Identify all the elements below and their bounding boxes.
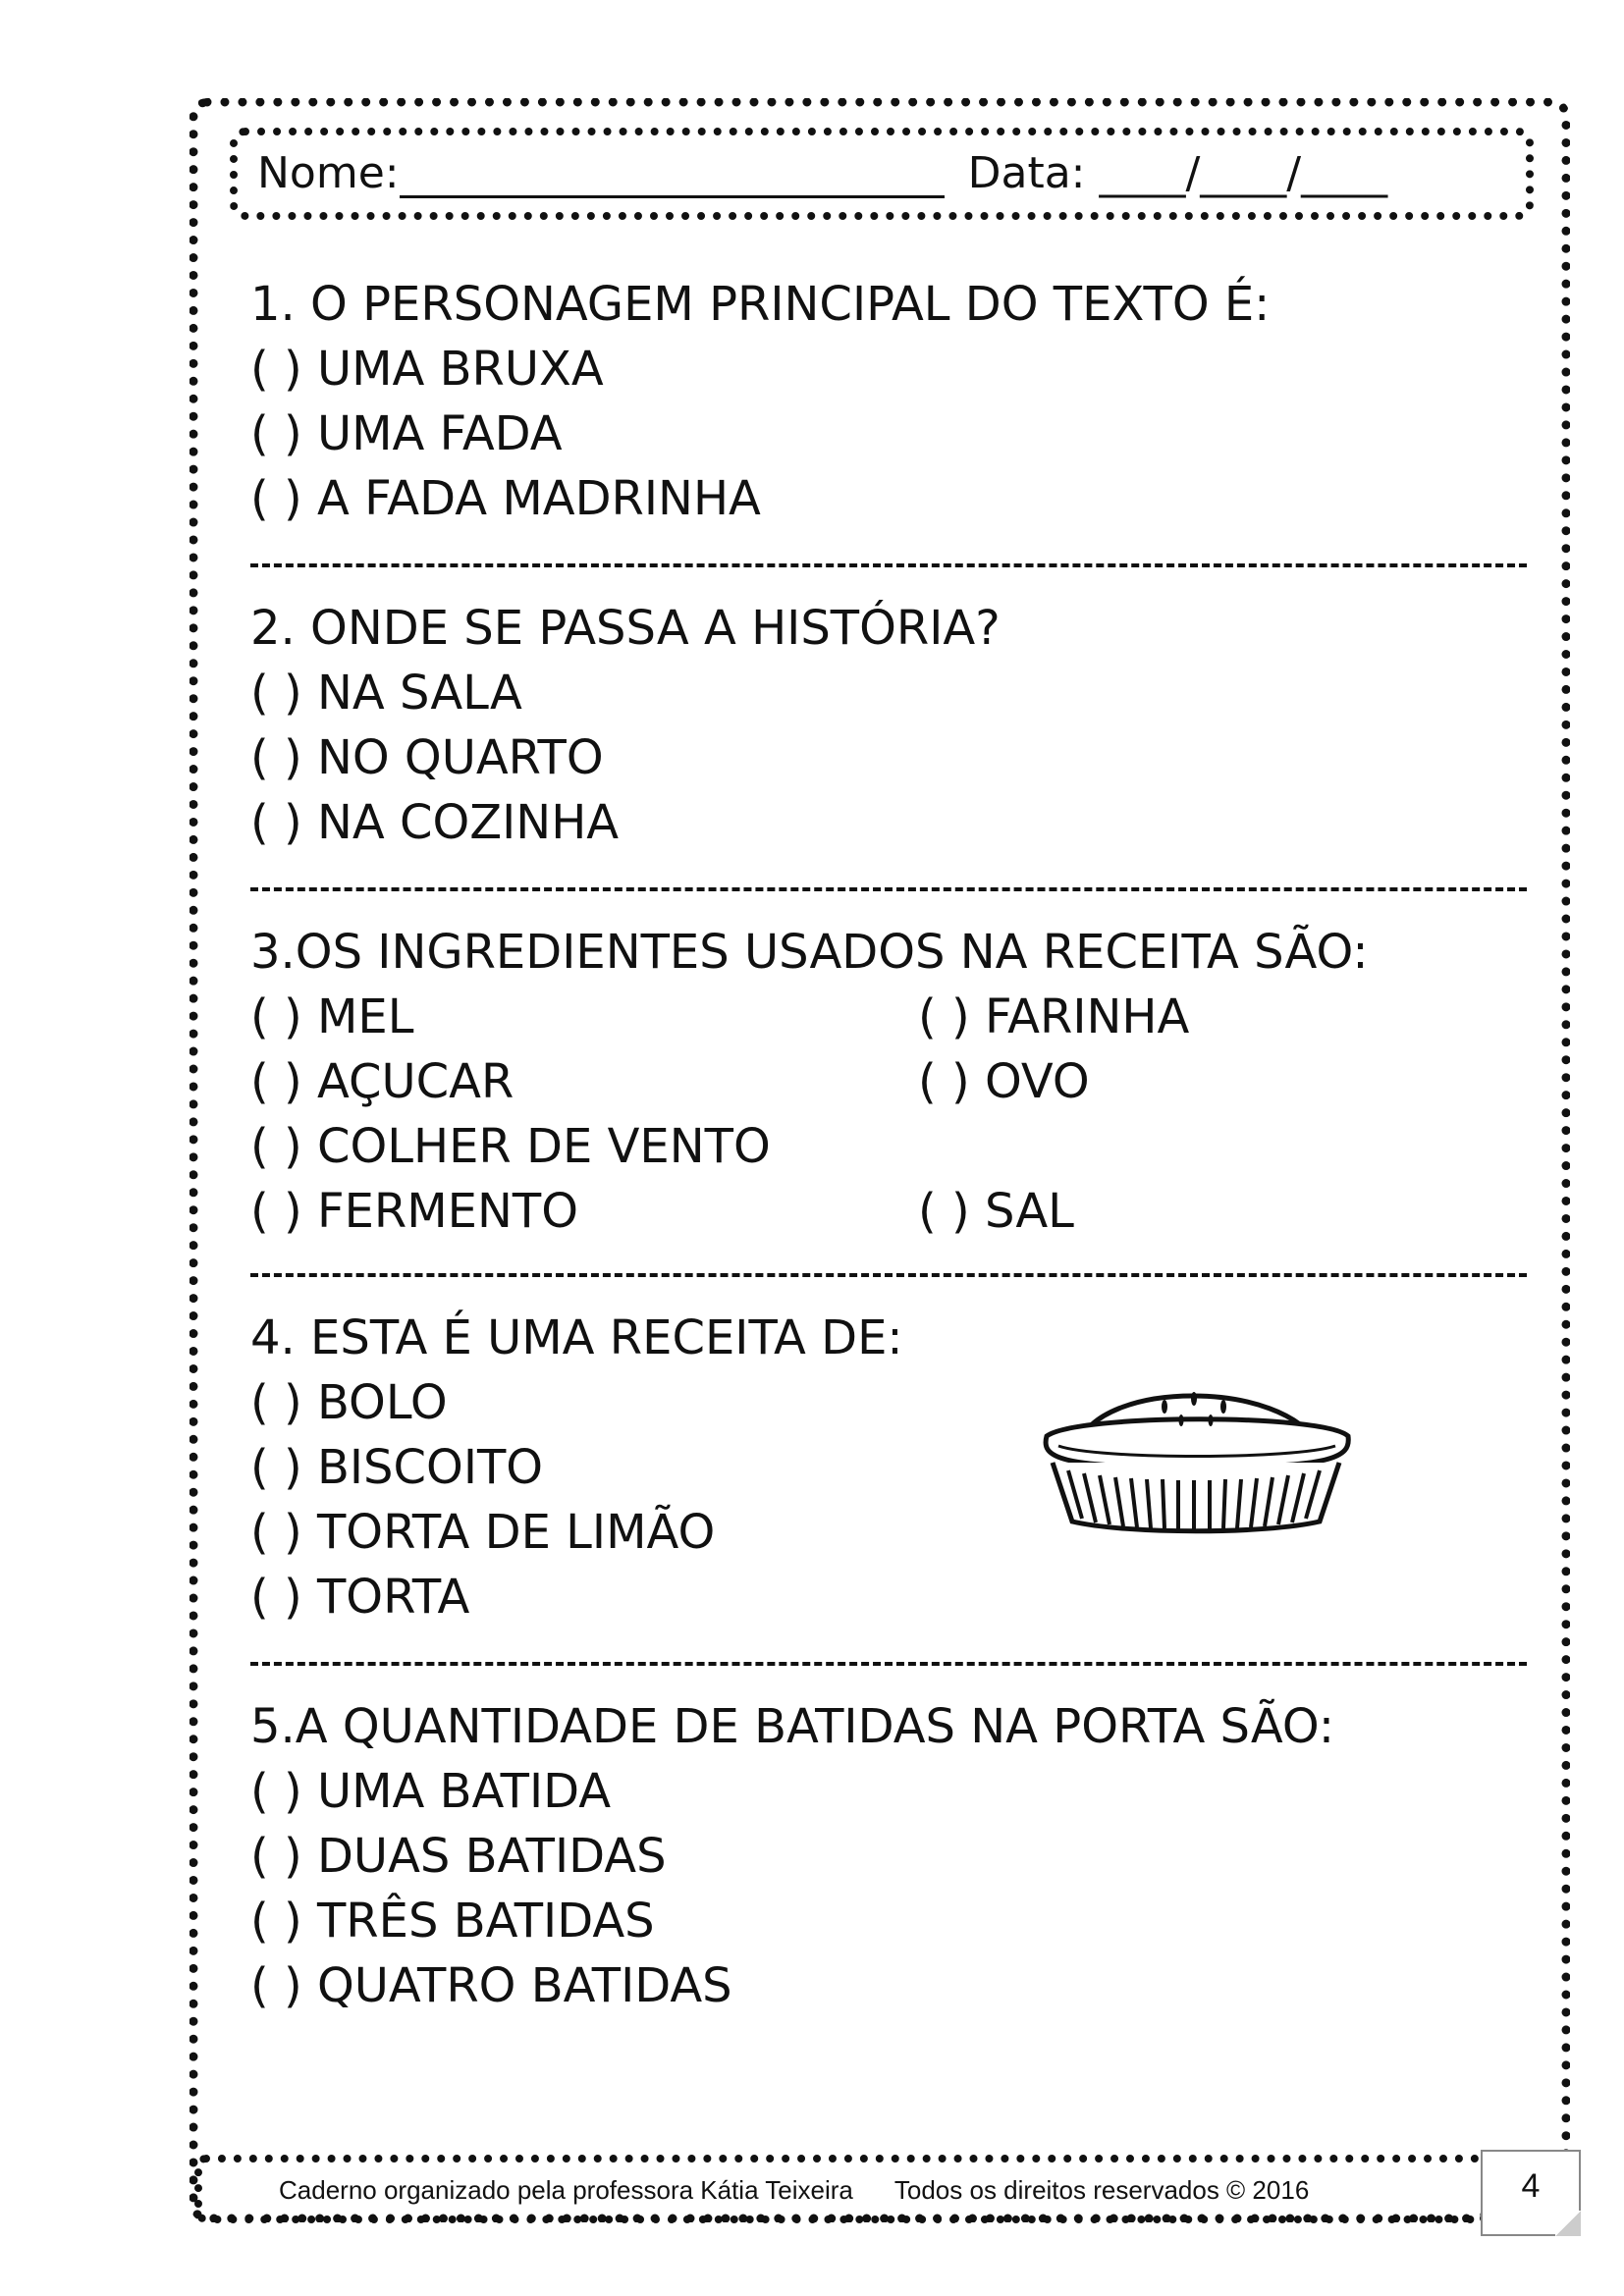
option[interactable]: ( ) TRÊS BATIDAS xyxy=(250,1894,655,1949)
footer-rights: Todos os direitos reservados © 2016 xyxy=(893,2175,1310,2205)
name-label: Nome: xyxy=(257,148,400,198)
option[interactable]: ( ) NA COZINHA xyxy=(250,795,620,850)
divider xyxy=(250,563,1527,567)
page-number: 4 xyxy=(1521,2167,1541,2205)
option[interactable]: ( ) SAL xyxy=(918,1184,1074,1239)
option[interactable]: ( ) A FADA MADRINHA xyxy=(250,471,761,526)
page-number-box xyxy=(1481,2150,1581,2236)
question-3 xyxy=(250,920,1369,1244)
pie-illustration xyxy=(1039,1369,1353,1536)
option[interactable]: ( ) UMA FADA xyxy=(250,406,563,461)
option-row xyxy=(250,985,1369,1049)
option[interactable]: ( ) NO QUARTO xyxy=(250,730,604,785)
name-field[interactable] xyxy=(400,146,945,198)
option[interactable]: ( ) DUAS BATIDAS xyxy=(250,1829,667,1884)
question-title: 5.A QUANTIDADE DE BATIDAS NA PORTA SÃO: xyxy=(250,1699,1334,1754)
question-2 xyxy=(250,596,1001,855)
question-4 xyxy=(250,1306,903,1629)
option[interactable]: ( ) TORTA DE LIMÃO xyxy=(250,1505,716,1560)
question-title: 2. ONDE SE PASSA A HISTÓRIA? xyxy=(250,601,1001,656)
option[interactable]: ( ) FARINHA xyxy=(918,989,1190,1044)
option-row xyxy=(250,1049,1369,1114)
option[interactable]: ( ) QUATRO BATIDAS xyxy=(250,1958,732,2013)
option[interactable]: ( ) COLHER DE VENTO xyxy=(250,1119,771,1174)
option[interactable]: ( ) OVO xyxy=(918,1054,1090,1109)
option[interactable]: ( ) AÇUCAR xyxy=(250,1054,514,1109)
date-field[interactable]: ____/____/____ xyxy=(1099,148,1388,198)
option-row xyxy=(250,1179,1369,1244)
question-title: 3.OS INGREDIENTES USADOS NA RECEITA SÃO: xyxy=(250,925,1369,980)
option[interactable]: ( ) NA SALA xyxy=(250,666,522,721)
footer xyxy=(194,2155,1489,2223)
option[interactable]: ( ) UMA BATIDA xyxy=(250,1764,612,1819)
question-title: 4. ESTA É UMA RECEITA DE: xyxy=(250,1310,903,1365)
page-curl-icon xyxy=(1555,2211,1581,2236)
option[interactable]: ( ) MEL xyxy=(250,989,414,1044)
divider xyxy=(250,1662,1527,1666)
footer-credit: Caderno organizado pela professora Kátia Teixeira xyxy=(279,2175,853,2205)
question-1 xyxy=(250,272,1270,531)
option[interactable]: ( ) TORTA xyxy=(250,1570,470,1625)
option[interactable]: ( ) UMA BRUXA xyxy=(250,342,604,397)
divider xyxy=(250,1273,1527,1277)
question-title: 1. O PERSONAGEM PRINCIPAL DO TEXTO É: xyxy=(250,277,1271,332)
option[interactable]: ( ) BISCOITO xyxy=(250,1440,544,1495)
option[interactable]: ( ) BOLO xyxy=(250,1375,448,1430)
divider xyxy=(250,887,1527,891)
question-5 xyxy=(250,1694,1334,2018)
option-row xyxy=(250,1114,1369,1179)
option[interactable]: ( ) FERMENTO xyxy=(250,1184,579,1239)
date-label: Data: xyxy=(967,148,1086,198)
name-date-header xyxy=(230,128,1534,220)
